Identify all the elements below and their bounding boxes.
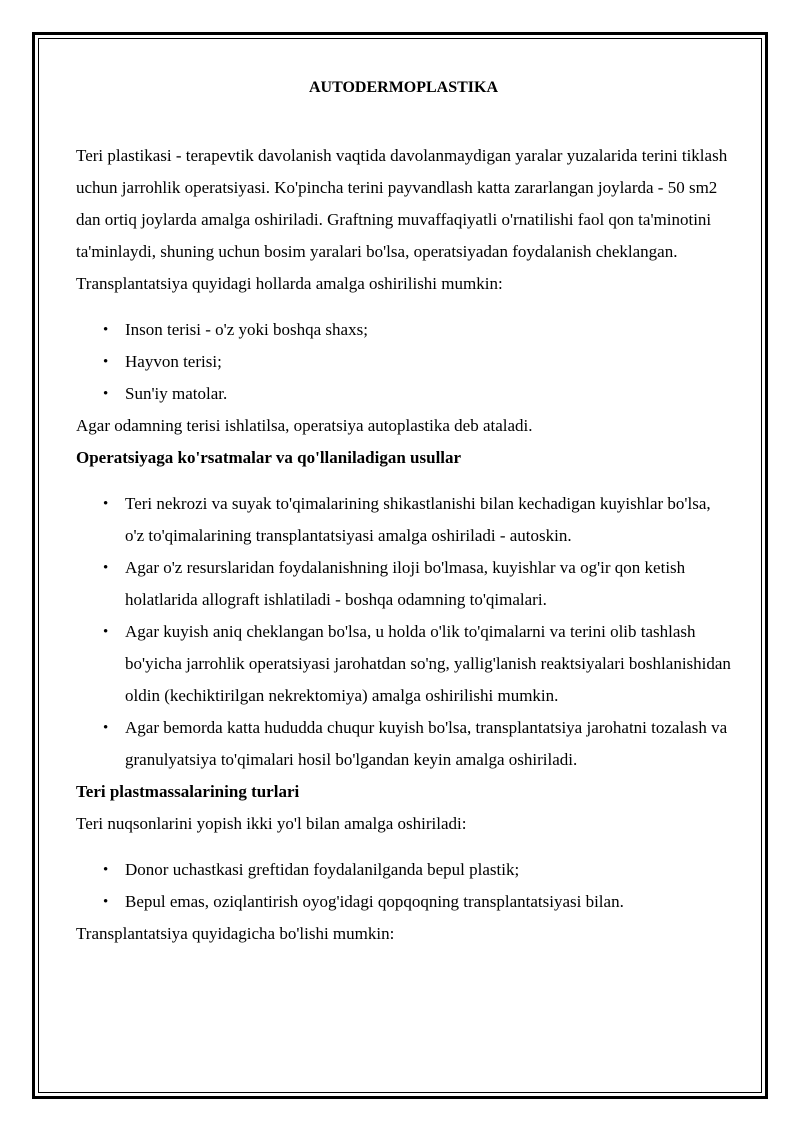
document-body bbox=[76, 72, 731, 950]
intro-paragraph: Teri plastikasi - terapevtik davolanish vaqtida davolanmaydigan yaralar yuzalarida terini tiklash uchun jarrohlik operatsiyasi. Ko'pincha terini payvandlash katta zararlangan joylarda - 50 sm2 dan ortiq joylarda amalga oshiriladi. Graftning muvaffaqiyatli o'rnatilishi faol qon ta'minotini ta'minlaydi, shuning uchun bosim yaralari bo'lsa, operatsiyadan foydalanish cheklangan. bbox=[76, 146, 728, 261]
list-item: • Bepul emas, oziqlantirish oyog'idagi qopqoqning transplantatsiyasi bilan. bbox=[125, 886, 731, 918]
bullet-icon: • bbox=[103, 894, 109, 910]
list-item: • Inson terisi - o'z yoki boshqa shaxs; bbox=[125, 314, 731, 346]
indications-list bbox=[76, 488, 731, 776]
closing-paragraph: Transplantatsiya quyidagicha bo'lishi mumkin: bbox=[76, 924, 395, 943]
list-item: • Hayvon terisi; bbox=[125, 346, 731, 378]
bullet-icon: • bbox=[103, 720, 109, 736]
list-item: • Agar bemorda katta hududda chuqur kuyish bo'lsa, transplantatsiya jarohatni tozalash va granulyatsiya to'qimalari hosil bo'lgandan keyin amalga oshiriladi. bbox=[125, 712, 731, 776]
autoplasty-note: Agar odamning terisi ishlatilsa, operatsiya autoplastika deb ataladi. bbox=[76, 416, 533, 435]
bullet-icon: • bbox=[103, 322, 109, 338]
section2-intro: Teri nuqsonlarini yopish ikki yo'l bilan amalga oshiriladi: bbox=[76, 814, 467, 833]
bullet-icon: • bbox=[103, 624, 109, 640]
list-item: • Agar o'z resurslaridan foydalanishning iloji bo'lmasa, kuyishlar va og'ir qon ketish holatlarida allograft ishlatiladi - boshqa odamning to'qimalari. bbox=[125, 552, 731, 616]
bullet-icon: • bbox=[103, 496, 109, 512]
bullet-icon: • bbox=[103, 386, 109, 402]
section-heading-indications: Operatsiyaga ko'rsatmalar va qo'llaniladigan usullar bbox=[76, 448, 462, 467]
transplant-intro: Transplantatsiya quyidagi hollarda amalga oshirilishi mumkin: bbox=[76, 274, 503, 293]
section-heading-types: Teri plastmassalarining turlari bbox=[76, 782, 300, 801]
document-title: AUTODERMOPLASTIKA bbox=[308, 79, 499, 96]
bullet-icon: • bbox=[103, 560, 109, 576]
list-item: • Agar kuyish aniq cheklangan bo'lsa, u holda o'lik to'qimalarni va terini olib tashlash bo'yicha jarrohlik operatsiyasi jarohatdan so'ng, yallig'lanish reaktsiyalari boshlanishidan oldin (kechiktirilgan nekrektomiya) amalga oshirilishi mumkin. bbox=[125, 616, 731, 712]
sources-list bbox=[76, 314, 731, 410]
list-item: • Sun'iy matolar. bbox=[125, 378, 731, 410]
bullet-icon: • bbox=[103, 862, 109, 878]
list-item: • Donor uchastkasi greftidan foydalanilganda bepul plastik; bbox=[125, 854, 731, 886]
list-item: • Teri nekrozi va suyak to'qimalarining shikastlanishi bilan kechadigan kuyishlar bo'lsa, o'z to'qimalarining transplantatsiyasi amalga oshiriladi - autoskin. bbox=[125, 488, 731, 552]
types-list bbox=[76, 854, 731, 918]
bullet-icon: • bbox=[103, 354, 109, 370]
